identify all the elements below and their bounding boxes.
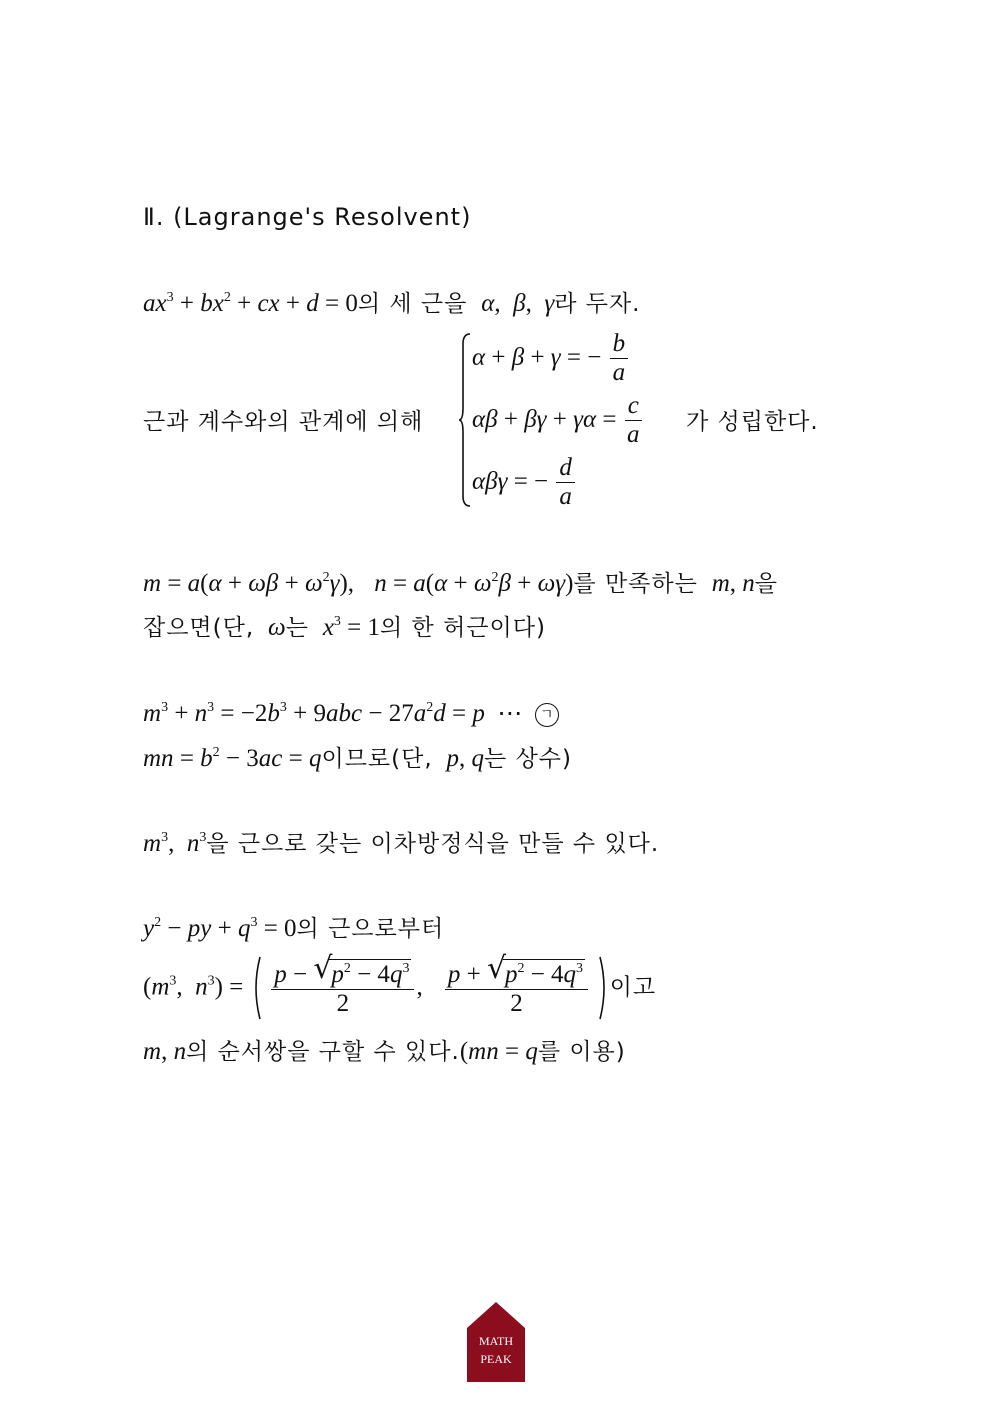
- vieta-row-1: α + β + γ = − $\frac{b}{a}$: [472, 330, 630, 387]
- vieta-suffix: 가 성립한다.: [686, 409, 819, 435]
- quadratic-statement: $m^3$, $n^3$을 근으로 갖는 이차방정식을 만들 수 있다.: [143, 830, 660, 857]
- section-title: [143, 202, 471, 232]
- logo-line-2: PEAK: [480, 1352, 512, 1366]
- vieta-row-2: αβ + βγ + γα = $\frac{c}{a}$: [472, 392, 644, 449]
- sum-of-cubes-equation: $m^3 + n^3 = -2b^3 + 9abc - 27a^2d = p$ ⋯ ㄱ: [143, 698, 559, 729]
- product-equation: mn = $b^2 - 3ac = q$이므로(단, p, q는 상수): [143, 745, 572, 772]
- vieta-row-3: αβγ = − $\frac{d}{a}$: [472, 454, 577, 511]
- right-paren-icon: [598, 955, 610, 1021]
- roots-end: 라 두자.: [554, 291, 641, 317]
- logo-line-1: MATH: [478, 1334, 513, 1348]
- roots-line: $ax^3 + bx^2$ + cx + d = 0의 세 근을 α, β, γ라 두자.: [143, 290, 641, 317]
- solution-formula: ($m^3$, $n^3$) = p − √ $p^2 - 4q^3$ 2 , p + √ $p^2 - 4q^3$ 2 이고: [143, 955, 656, 1021]
- left-paren-icon: [250, 955, 262, 1021]
- roots-text: 의 세 근을: [357, 291, 468, 317]
- left-brace-icon: [458, 330, 472, 510]
- equation-label-circle: ㄱ: [535, 703, 559, 727]
- math-peak-logo: [467, 1302, 525, 1382]
- omega-line: 잡으면(단, ω는 $x^3 = 1$의 한 허근이다): [143, 614, 546, 641]
- vieta-prefix: 근과 계수와의 관계에 의해: [143, 409, 424, 435]
- final-statement: m, n의 순서쌍을 구할 수 있다.(mn = q를 이용): [143, 1038, 626, 1065]
- section-title-text: Ⅱ. (Lagrange's Resolvent): [143, 203, 472, 231]
- quadratic-equation: $y^2$ − py + $q^3 = 0$의 근으로부터: [143, 915, 445, 942]
- mn-definition: $m = a(\alpha + \omega\beta + \omega^2\gamma)$, $n = a(\alpha + \omega^2\beta + \omega\gamma)$를 만족하는 m, n을: [143, 570, 778, 597]
